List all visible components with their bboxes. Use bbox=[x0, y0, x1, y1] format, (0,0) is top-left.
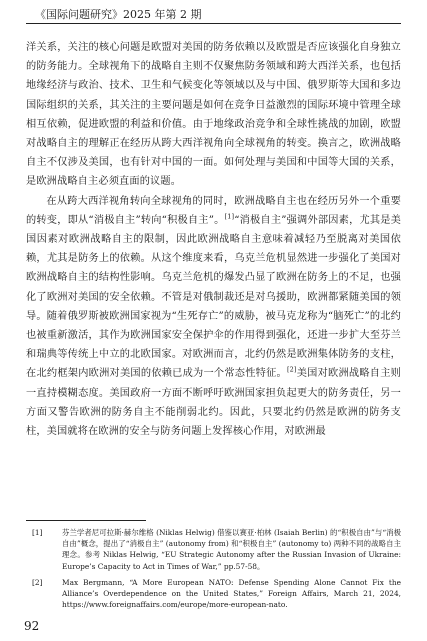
header-rule bbox=[26, 23, 401, 24]
paragraph-1: 洋关系，关注的核心问题是欧盟对美国的防务依赖以及欧盟是否应该强化自身独立的防务能力。全球视角下的战略自主则不仅聚焦防务领域和跨大西洋关系，也包括地缘经济与政治、技术、卫生和气候变化等领域以及与中国、俄罗斯等大国和多边国际组织的关系，其关注的主要问题是如何在竞争日益激烈的国际环境中管理全球相互依赖，促进欧盟的利益和价值。由于地缘政治竞争和全球性挑战的加剧，欧盟对战略自主的理解正在经历从跨大西洋视角向全球视角的转变。换言之，欧洲战略自主不仅涉及美国，也有针对中国的一面。如何处理与美国和中国等大国的关系，是欧洲战略自主必须直面的议题。 bbox=[26, 42, 401, 188]
paragraph-2-part-c: 美国对欧洲战略自主则一直持模糊态度。美国政府一方面不断呼吁欧洲国家担负起更大的防务责任，另一方面又警告欧洲的防务自主不能削弱北约。因此，只要北约仍然是欧洲的防务支柱，美国就将在欧洲的安全与防务问题上发挥核心作用，对欧洲最 bbox=[26, 368, 402, 438]
footnote-ref-1[interactable]: [1] bbox=[224, 212, 235, 221]
footnote-text[interactable]: Max Bergmann, “A More European NATO: Defense Spending Alone Cannot Fix the Alliance’s Overdependence on the United States,” Foreign Affairs, March 21, 2024, https://www.foreignaffairs.com/europe/more-european-nato. bbox=[62, 577, 401, 610]
footnote-text: 芬兰学者尼可拉斯·赫尔维格 (Niklas Helwig) 借鉴以赛亚·柏林 (Isaiah Berlin) 的“积极自由”与“消极自由”概念，提出了“消极自主” (autonomy from) 和“积极自主” (autonomy to) 两种不同的战略自主理念。参考 Niklas Helwig, “EU Strategic Autonomy after the Russian Invasion of Ukraine: Europe’s Capacity to Act in Times of War,” pp.57-58。 bbox=[62, 528, 401, 571]
paragraph-2-part-b: “消极自主”强调外部因素，尤其是美国因素对欧洲战略自主的限制，因此欧洲战略自主意味着减轻乃至脱离对美国依赖，尤其是防务上的依赖。从这个维度来看，乌克兰危机显然进一步强化了美国对欧洲战略自主的结构性影响。乌克兰危机的爆发凸显了欧洲在防务上的不足，也强化了欧洲对美国的安全依赖。不管是对俄制裁还是对乌援助，欧洲都紧随美国的领导。随着俄罗斯被欧洲国家视为“生死存亡”的威胁，被马克龙称为“脑死亡”的北约也被重新激活，其作为欧洲国家安全保护伞的作用得到强化，还进一步扩大至芬兰和瑞典等传统上中立的北欧国家。对欧洲而言，北约仍然是欧洲集体防务的支柱，在北约框架内欧洲对美国的依赖已成为一个常态性特征。 bbox=[26, 214, 402, 380]
paragraph-2-part-a: 在从跨大西洋视角转向全球视角的同时，欧洲战略自主也在经历另外一个重要的转变，即从“消极自主”转向“积极自主”。 bbox=[26, 195, 401, 226]
paragraph-2 bbox=[26, 192, 401, 442]
footnote-2 bbox=[26, 577, 401, 611]
article-body bbox=[26, 38, 401, 441]
footnote-number: [1] bbox=[32, 528, 43, 537]
footnote-rule bbox=[26, 520, 146, 521]
page-number: 92 bbox=[24, 619, 40, 633]
footnote-1 bbox=[26, 527, 401, 572]
footnote-ref-2[interactable]: [2] bbox=[286, 366, 297, 375]
footnote-number: [2] bbox=[32, 577, 43, 587]
journal-header: 《国际问题研究》2025 年第 2 期 bbox=[35, 8, 202, 21]
footnotes bbox=[26, 527, 401, 615]
